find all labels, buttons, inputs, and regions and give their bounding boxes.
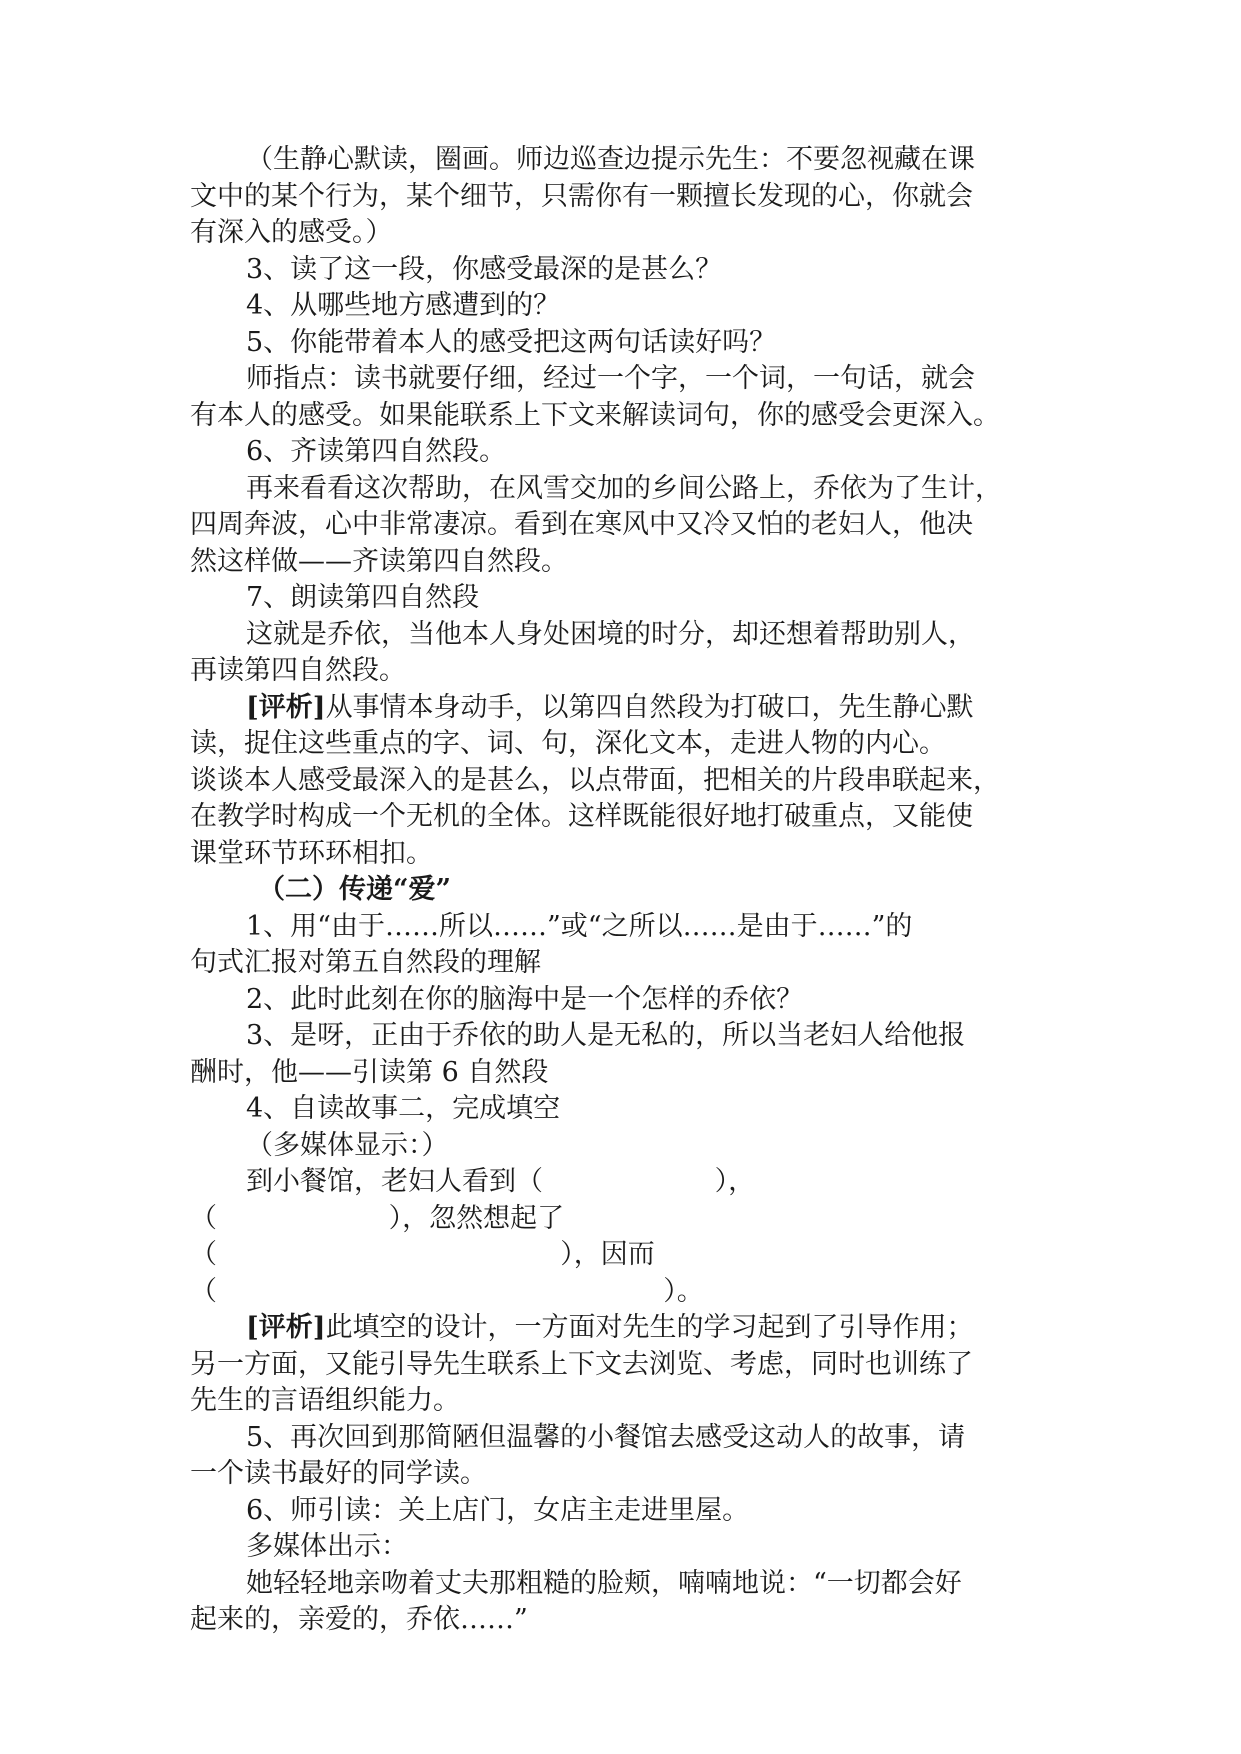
text-line [190,1091,1050,1128]
line-text: 3、读了这一段，你感受最深的是甚么？ [246,253,723,285]
line-text: 再来看看这次帮助，在风雪交加的乡间公路上，乔依为了生计， [246,472,1002,504]
text-line [190,909,1050,946]
text-line [190,1018,1050,1055]
text-line [190,179,1050,216]
text-line [190,836,1050,873]
section-heading [190,872,1050,909]
analysis-tag: [评析] [246,691,326,723]
text-line [190,1164,1050,1201]
text-line [190,1310,1050,1347]
text-line [190,544,1050,581]
text-line [190,653,1050,690]
analysis-tag: [评析] [246,1312,326,1343]
text-line [190,982,1050,1019]
text-line [190,1201,1050,1238]
text-line [190,690,1050,727]
line-text: 文中的某个行为，某个细节，只需你有一颗擅长发现的心，你就会 [190,180,973,212]
line-text: 3、是呀，正由于乔依的助人是无私的，所以当老妇人给他报 [246,1020,966,1051]
text-line [190,726,1050,763]
line-text: 师指点：读书就要仔细，经过一个字，一个词，一句话，就会 [246,363,975,394]
text-line [190,1566,1050,1603]
line-text: （生静心默读，圈画。师边巡查边提示先生：不要忽视藏在课 [246,144,975,175]
line-text: 她轻轻地亲吻着丈夫那粗糙的脸颊，喃喃地说：“一切都会好 [246,1567,962,1599]
text-line [190,1237,1050,1274]
line-text: 从事情本身动手，以第四自然段为打破口，先生静心默 [325,691,974,723]
text-line [190,325,1050,362]
line-text: 句式汇报对第五自然段的理解 [190,947,541,978]
text-line [190,1055,1050,1092]
line-text: 读，捉住这些重点的字、词、句，深化文本，走进人物的内心。 [190,728,946,759]
line-text: 4、自读故事二，完成填空 [246,1093,561,1124]
text-line [190,142,1050,179]
text-line [190,398,1050,435]
line-text: 一个读书最好的同学读。 [190,1458,487,1489]
text-line [190,580,1050,617]
text-line [190,507,1050,544]
text-line [190,1128,1050,1165]
text-line [190,617,1050,654]
text-line [190,1274,1050,1311]
line-text: 有本人的感受。如果能联系上下文来解读词句，你的感受会更深入。 [190,399,1000,431]
line-text: （ ），忽然想起了 [190,1202,565,1234]
line-text: 课堂环节环环相扣。 [190,837,433,869]
line-text: 1、用“由于……所以……”或“之所以……是由于……”的 [246,910,913,942]
text-line [190,1529,1050,1566]
line-text: （ ）。 [190,1275,704,1307]
line-text: 多媒体出示： [246,1531,408,1562]
text-line [190,252,1050,289]
text-line [190,1493,1050,1530]
line-text: 此填空的设计，一方面对先生的学习起到了引导作用； [325,1312,974,1343]
text-line [190,1456,1050,1493]
line-text: 谈谈本人感受最深入的是甚么，以点带面，把相关的片段串联起来， [190,764,1000,796]
text-line [190,1602,1050,1639]
text-line [190,215,1050,252]
text-line [190,945,1050,982]
line-text: 另一方面，又能引导先生联系上下文去浏览、考虑，同时也训练了 [190,1348,973,1380]
text-line [190,361,1050,398]
line-text: 再读第四自然段。 [190,655,406,686]
text-line [190,434,1050,471]
line-text: 7、朗读第四自然段 [246,582,480,613]
line-text: 先生的言语组织能力。 [190,1385,460,1416]
line-text: （ ），因而 [190,1239,655,1270]
text-line [190,763,1050,800]
text-line [190,471,1050,508]
line-text: 5、再次回到那简陋但温馨的小餐馆去感受这动人的故事，请 [246,1421,966,1453]
line-text: （二）传递“爱” [258,874,452,905]
line-text: 6、师引读：关上店门，女店主走进里屋。 [246,1494,750,1526]
line-text: 有深入的感受。） [190,217,393,248]
line-text: 这就是乔依，当他本人身处困境的时分，却还想着帮助别人， [246,618,975,650]
line-text: 然这样做——齐读第四自然段。 [190,545,568,577]
line-text: 5、你能带着本人的感受把这两句话读好吗？ [246,326,777,358]
line-text: 4、从哪些地方感遭到的？ [246,290,561,321]
document-page [190,142,1050,1639]
line-text: 在教学时构成一个无机的全体。这样既能很好地打破重点，又能使 [190,801,973,832]
line-text: （多媒体显示：） [246,1129,449,1161]
text-line [190,1347,1050,1384]
line-text: 6、齐读第四自然段。 [246,436,507,467]
line-text: 2、此时此刻在你的脑海中是一个怎样的乔依？ [246,983,804,1015]
line-text: 四周奔波，心中非常凄凉。看到在寒风中又冷又怕的老妇人，他决 [190,509,973,540]
text-line [190,1420,1050,1457]
line-text: 到小餐馆，老妇人看到（ ）， [246,1166,756,1197]
text-line [190,1383,1050,1420]
text-line [190,799,1050,836]
line-text: 酬时，他——引读第 6 自然段 [190,1056,549,1088]
text-line [190,288,1050,325]
line-text: 起来的，亲爱的，乔依……” [190,1604,528,1635]
